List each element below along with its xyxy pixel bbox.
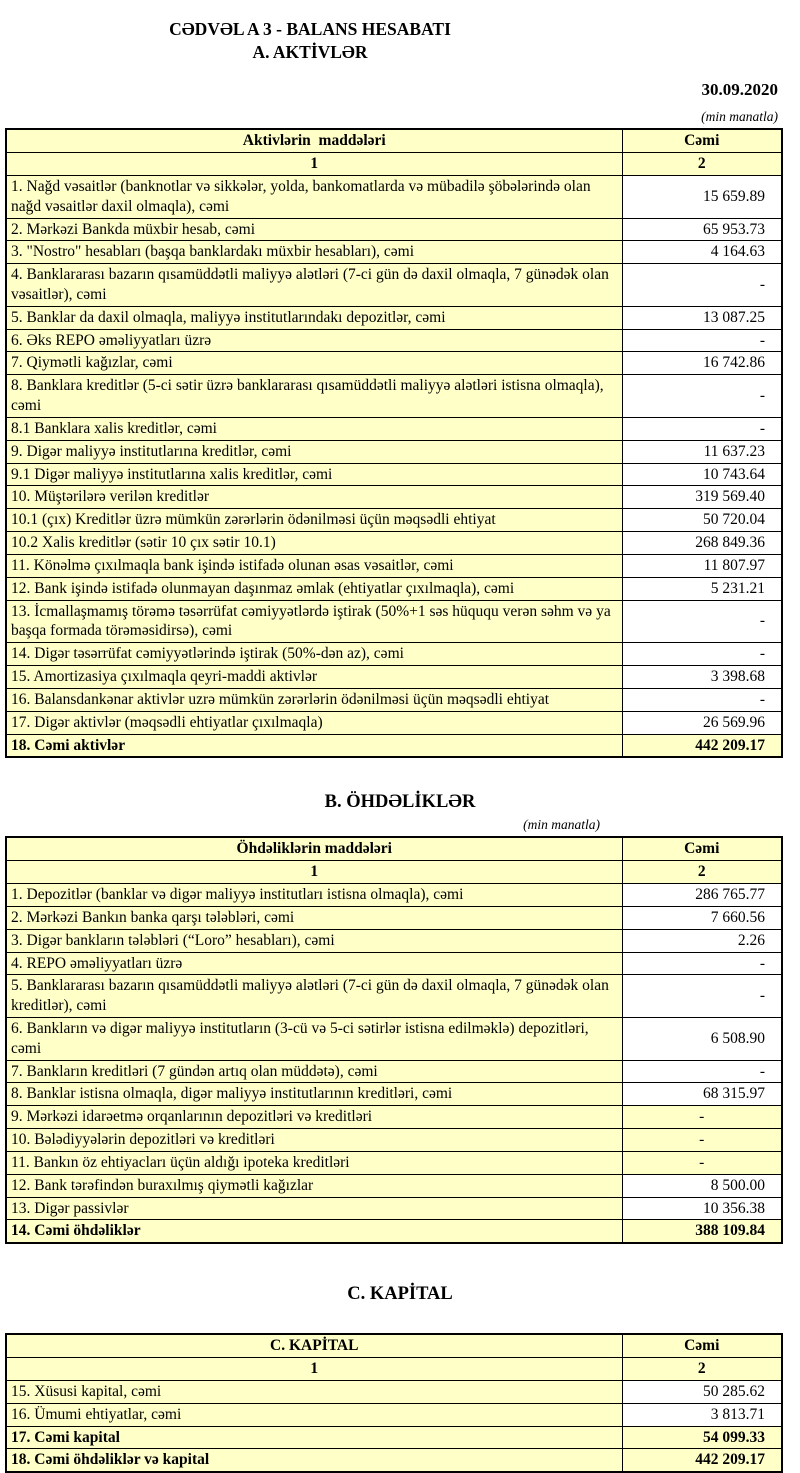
row-label: 15. Xüsusi kapital, cəmi: [6, 1380, 622, 1403]
row-label: 8. Banklar istisna olmaqla, digər maliyyə institutlarının kreditləri, cəmi: [6, 1083, 622, 1106]
liabilities-subheader-col2: 2: [622, 861, 782, 884]
row-label: 5. Banklar da daxil olmaqla, maliyyə institutlarındakı depozitlər, cəmi: [6, 306, 622, 329]
row-value: 26 569.96: [622, 711, 782, 734]
assets-header-row: [6, 129, 782, 152]
table-row: [6, 554, 782, 577]
table-row: [6, 1220, 782, 1243]
row-label: 16. Ümumi ehtiyatlar, cəmi: [6, 1403, 622, 1426]
row-value: 13 087.25: [622, 306, 782, 329]
table-row: [6, 1018, 782, 1061]
table-row: [6, 375, 782, 418]
capital-header-label: C. KAPİTAL: [6, 1334, 622, 1357]
row-value: 2.26: [622, 929, 782, 952]
table-row: [6, 666, 782, 689]
row-value: 68 315.97: [622, 1083, 782, 1106]
table-row: [6, 734, 782, 757]
table-row: [6, 1380, 782, 1403]
row-label: 6. Bankların və digər maliyyə institutların (3-cü və 5-ci sətirlər istisna edilməklə) depozitləri, cəmi: [6, 1018, 622, 1061]
table-row: [6, 218, 782, 241]
table-row: [6, 463, 782, 486]
table-row: [6, 929, 782, 952]
row-value: 50 720.04: [622, 509, 782, 532]
assets-table: [5, 128, 783, 758]
liabilities-subheader-row: [6, 861, 782, 884]
row-label: 12. Bank işində istifadə olunmayan daşınmaz əmlak (ehtiyatlar çıxılmaqla), cəmi: [6, 577, 622, 600]
row-label: 15. Amortizasiya çıxılmaqla qeyri-maddi aktivlər: [6, 666, 622, 689]
table-row: [6, 1449, 782, 1472]
row-value: 268 849.36: [622, 532, 782, 555]
row-label: 17. Cəmi kapital: [6, 1426, 622, 1449]
row-value: -: [622, 975, 782, 1018]
row-label: 11. Könəlmə çıxılmaqla bank işində istifadə olunan əsas vəsaitlər, cəmi: [6, 554, 622, 577]
table-row: [6, 975, 782, 1018]
row-label: 11. Bankın öz ehtiyacları üçün aldığı ipoteka kreditləri: [6, 1151, 622, 1174]
row-value: 286 765.77: [622, 884, 782, 907]
row-value: -: [622, 643, 782, 666]
row-label: 18. Cəmi aktivlər: [6, 734, 622, 757]
capital-header-row: [6, 1334, 782, 1357]
row-value: -: [622, 1060, 782, 1083]
row-value: 3 813.71: [622, 1403, 782, 1426]
table-row: [6, 1129, 782, 1152]
row-value: -: [622, 1129, 782, 1152]
capital-subheader-col2: 2: [622, 1358, 782, 1381]
row-value: 442 209.17: [622, 734, 782, 757]
table-row: [6, 1060, 782, 1083]
table-row: [6, 711, 782, 734]
row-value: 54 099.33: [622, 1426, 782, 1449]
liabilities-table: [5, 836, 783, 1244]
row-value: -: [622, 329, 782, 352]
table-row: [6, 600, 782, 643]
row-label: 9. Digər maliyyə institutlarına kreditlər, cəmi: [6, 440, 622, 463]
row-value: 10 356.38: [622, 1197, 782, 1220]
row-value: 11 637.23: [622, 440, 782, 463]
row-value: 11 807.97: [622, 554, 782, 577]
document-title: CƏDVƏL A 3 - BALANS HESABATI: [169, 19, 451, 39]
table-row: [6, 329, 782, 352]
unit-note-a: (min manatla): [701, 109, 778, 125]
row-value: -: [622, 264, 782, 307]
row-label: 13. İcmallaşmamış törəmə təsərrüfat cəmiyyətlərdə iştirak (50%+1 səs hüququ verən səhm və ya başqa formada törəməsidirsə), cəmi: [6, 600, 622, 643]
row-value: 16 742.86: [622, 352, 782, 375]
table-row: [6, 532, 782, 555]
table-row: [6, 1197, 782, 1220]
unit-note-b: (min manatla): [523, 817, 600, 833]
row-value: 6 508.90: [622, 1018, 782, 1061]
row-label: 16. Balansdankənar aktivlər uzrə mümkün zərərlərin ödənilməsi üçün məqsədli ehtiyat: [6, 688, 622, 711]
assets-subheader-col2: 2: [622, 153, 782, 176]
row-label: 10.2 Xalis kreditlər (sətir 10 çıx sətir 10.1): [6, 532, 622, 555]
row-value: 3 398.68: [622, 666, 782, 689]
row-value: 388 109.84: [622, 1220, 782, 1243]
row-value: 442 209.17: [622, 1449, 782, 1472]
table-row: [6, 1151, 782, 1174]
row-value: 4 164.63: [622, 241, 782, 264]
report-date: 30.09.2020: [701, 80, 778, 100]
row-label: 7. Qiymətli kağızlar, cəmi: [6, 352, 622, 375]
document-title-block: [0, 18, 620, 64]
row-label: 18. Cəmi öhdəliklər və kapital: [6, 1449, 622, 1472]
table-row: [6, 577, 782, 600]
table-row: [6, 509, 782, 532]
section-b-heading: B. ÖHDƏLİKLƏR: [324, 792, 476, 813]
row-label: 6. Əks REPO əməliyyatları üzrə: [6, 329, 622, 352]
row-value: -: [622, 952, 782, 975]
row-value: -: [622, 417, 782, 440]
assets-subheader-row: [6, 153, 782, 176]
capital-table-body: [6, 1380, 782, 1472]
assets-header-label: Aktivlərin maddələri: [6, 129, 622, 152]
table-row: [6, 1106, 782, 1129]
row-value: 8 500.00: [622, 1174, 782, 1197]
table-row: [6, 440, 782, 463]
row-label: 2. Mərkəzi Bankın banka qarşı tələbləri, cəmi: [6, 906, 622, 929]
row-label: 13. Digər passivlər: [6, 1197, 622, 1220]
assets-subheader-col1: 1: [6, 153, 622, 176]
row-value: 15 659.89: [622, 175, 782, 218]
row-value: 7 660.56: [622, 906, 782, 929]
row-value: 319 569.40: [622, 486, 782, 509]
row-label: 17. Digər aktivlər (məqsədli ehtiyatlar çıxılmaqla): [6, 711, 622, 734]
row-label: 2. Mərkəzi Bankda müxbir hesab, cəmi: [6, 218, 622, 241]
table-row: [6, 1174, 782, 1197]
table-row: [6, 241, 782, 264]
row-label: 10. Müştərilərə verilən kreditlər: [6, 486, 622, 509]
row-label: 4. Banklararası bazarın qısamüddətli maliyyə alətləri (7-ci gün də daxil olmaqla, 7 günədək olan vəsaitlər), cəmi: [6, 264, 622, 307]
row-label: 8.1 Banklara xalis kreditlər, cəmi: [6, 417, 622, 440]
row-label: 12. Bank tərəfindən buraxılmış qiymətli kağızlar: [6, 1174, 622, 1197]
row-value: -: [622, 375, 782, 418]
row-label: 8. Banklara kreditlər (5-ci sətir üzrə banklararası qısamüddətli maliyyə alətləri istisna olmaqla), cəmi: [6, 375, 622, 418]
row-label: 14. Cəmi öhdəliklər: [6, 1220, 622, 1243]
table-row: [6, 417, 782, 440]
row-value: 10 743.64: [622, 463, 782, 486]
row-label: 7. Bankların kreditləri (7 gündən artıq olan müddətə), cəmi: [6, 1060, 622, 1083]
liabilities-subheader-col1: 1: [6, 861, 622, 884]
row-label: 3. "Nostro" hesabları (başqa banklardakı müxbir hesabları), cəmi: [6, 241, 622, 264]
table-row: [6, 175, 782, 218]
row-label: 1. Depozitlər (banklar və digər maliyyə institutları istisna olmaqla), cəmi: [6, 884, 622, 907]
table-row: [6, 486, 782, 509]
section-c-heading: C. KAPİTAL: [347, 1284, 453, 1305]
row-label: 1. Nağd vəsaitlər (banknotlar və sikkələr, yolda, bankomatlarda və mübadilə şöbələrində olan nağd vəsaitlər daxil olmaqla), cəmi: [6, 175, 622, 218]
liabilities-header-row: [6, 837, 782, 860]
row-label: 9. Mərkəzi idarəetmə orqanlarının depozitləri və kreditləri: [6, 1106, 622, 1129]
table-row: [6, 688, 782, 711]
row-label: 5. Banklararası bazarın qısamüddətli maliyyə alətləri (7-ci gün də daxil olmaqla, 7 günədək olan kreditlər), cəmi: [6, 975, 622, 1018]
row-label: 4. REPO əməliyyatları üzrə: [6, 952, 622, 975]
table-row: [6, 884, 782, 907]
row-value: 65 953.73: [622, 218, 782, 241]
row-value: 50 285.62: [622, 1380, 782, 1403]
table-row: [6, 906, 782, 929]
table-row: [6, 264, 782, 307]
table-row: [6, 352, 782, 375]
row-label: 9.1 Digər maliyyə institutlarına xalis kreditlər, cəmi: [6, 463, 622, 486]
table-row: [6, 1426, 782, 1449]
table-row: [6, 1403, 782, 1426]
row-value: -: [622, 688, 782, 711]
row-label: 10.1 (çıx) Kreditlər üzrə mümkün zərərlərin ödənilməsi üçün məqsədli ehtiyat: [6, 509, 622, 532]
row-value: -: [622, 1106, 782, 1129]
row-value: -: [622, 1151, 782, 1174]
row-value: 5 231.21: [622, 577, 782, 600]
table-row: [6, 643, 782, 666]
liabilities-header-value: Cəmi: [622, 837, 782, 860]
table-row: [6, 952, 782, 975]
assets-header-value: Cəmi: [622, 129, 782, 152]
table-row: [6, 306, 782, 329]
row-label: 3. Digər bankların tələbləri (“Loro” hesabları), cəmi: [6, 929, 622, 952]
capital-subheader-row: [6, 1358, 782, 1381]
capital-header-value: Cəmi: [622, 1334, 782, 1357]
capital-table: [5, 1333, 783, 1473]
assets-table-body: [6, 175, 782, 757]
row-label: 14. Digər təsərrüfat cəmiyyətlərində iştirak (50%-dən az), cəmi: [6, 643, 622, 666]
liabilities-header-label: Öhdəliklərin maddələri: [6, 837, 622, 860]
liabilities-table-body: [6, 884, 782, 1244]
capital-subheader-col1: 1: [6, 1358, 622, 1381]
table-row: [6, 1083, 782, 1106]
row-label: 10. Bələdiyyələrin depozitləri və kreditləri: [6, 1129, 622, 1152]
row-value: -: [622, 600, 782, 643]
section-a-heading: A. AKTİVLƏR: [252, 42, 368, 63]
